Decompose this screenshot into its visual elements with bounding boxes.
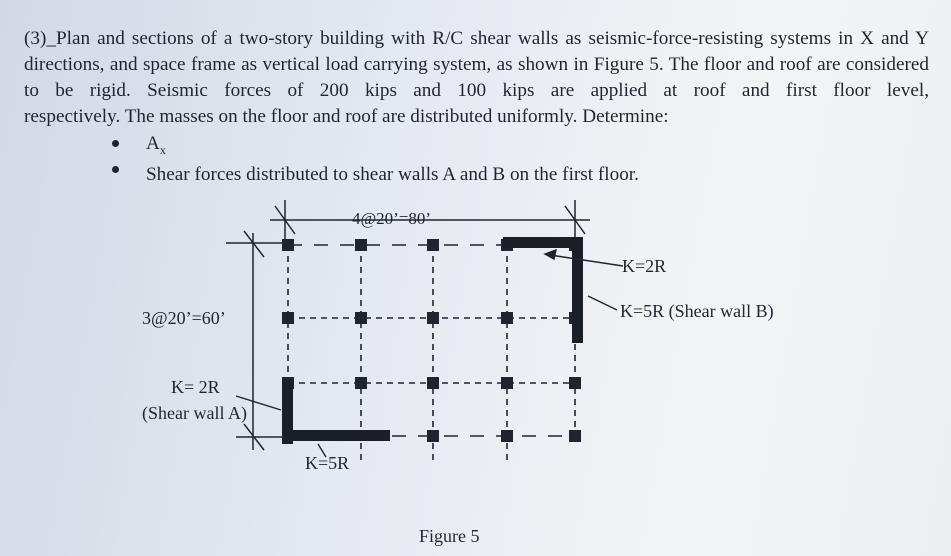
dim-top-label: 4@20’=80’ [352,209,432,228]
item-ax: A [146,133,160,154]
frame-grid [288,245,575,460]
item-shear-forces: Shear forces distributed to shear walls A and B on the first floor. [146,164,639,185]
figure-caption: Figure 5 [419,526,480,546]
column [427,312,439,324]
k5r-wall-b-label: K=5R (Shear wall B) [620,301,774,321]
dim-left-label: 3@20’=60’ [142,308,226,328]
problem-text: (3)_Plan and sections of a two-story building with R/C shear walls as seismic-force-resisting systems in X and Y directions, and space frame as vertical load carrying system, as shown in Figure 5. The floor and roof are considered to be rigid. Seismic forces of 200 kips and 100 kips are applied at roof and first floor level, [24,28,929,101]
column [282,239,294,251]
column [501,430,513,442]
column [427,430,439,442]
column [427,377,439,389]
column [355,377,367,389]
column [501,377,513,389]
k5r-bottom-label: K=5R [305,453,350,473]
column [569,377,581,389]
column [569,430,581,442]
k2r-wall-a-label: K= 2R [171,377,220,397]
wall-b-vertical [572,237,583,343]
item-ax-subscript: x [159,142,166,157]
columns [282,239,581,442]
column [427,239,439,251]
k2r-top-label: K=2R [622,256,667,276]
arrow-icon [545,250,556,259]
wall-bottom-horizontal [282,430,390,441]
wall-a-label: (Shear wall A) [142,403,247,423]
column [355,239,367,251]
column [282,312,294,324]
leader-lines [236,250,623,457]
column [501,312,513,324]
problem-text-end: respectively. The masses on the floor and roof are distributed uniformly. Determine: [24,106,669,127]
wall-top-right-horizontal [503,237,583,248]
column [355,312,367,324]
